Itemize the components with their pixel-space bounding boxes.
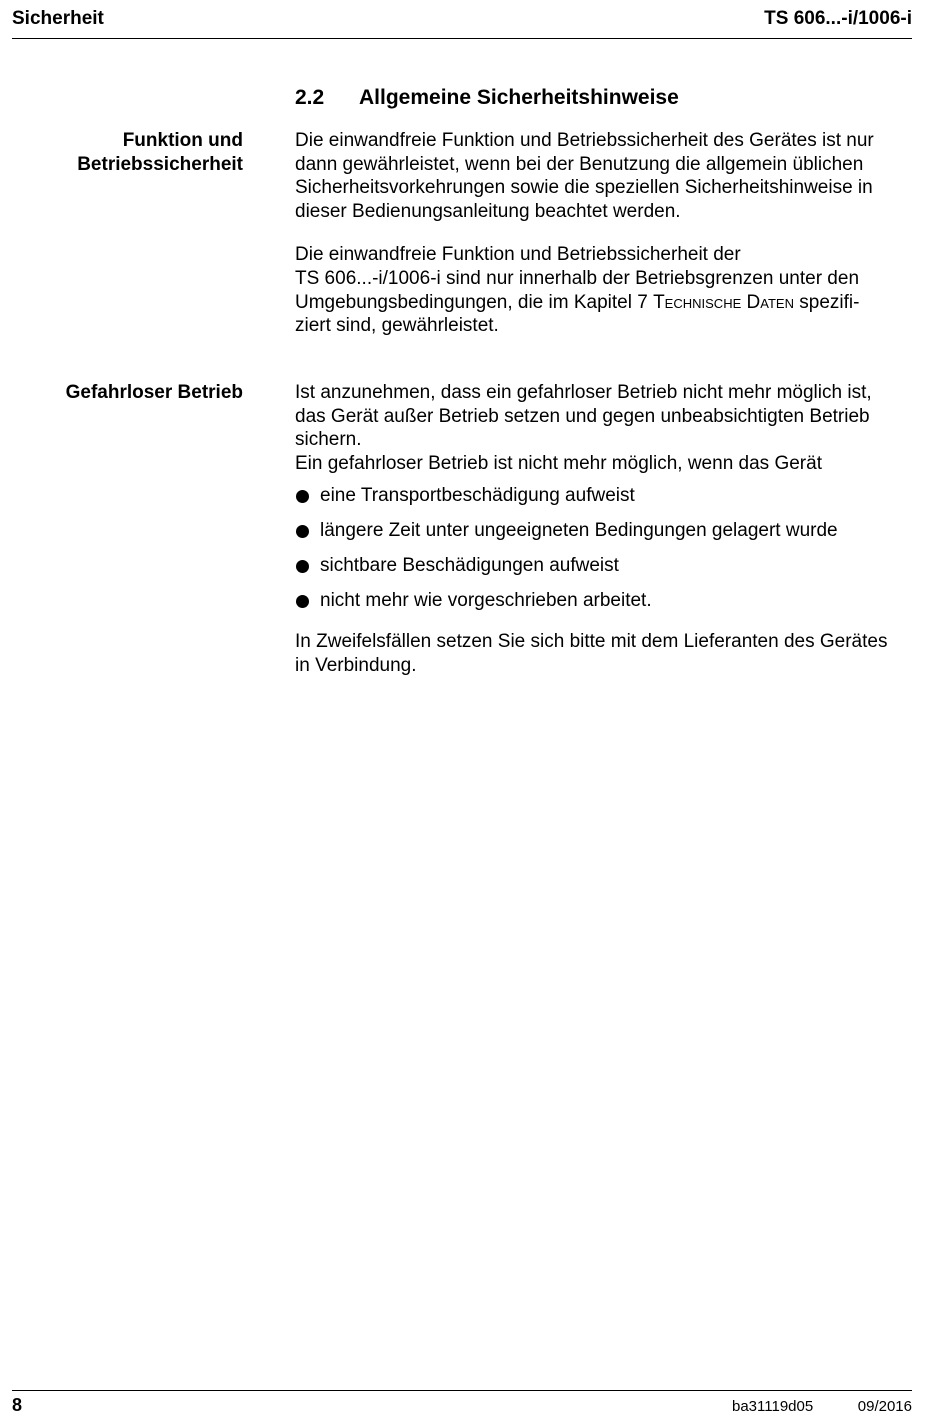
header-rule [12,38,912,39]
gefahrlos-intro [295,381,915,475]
gefahrlos-intro-line2: das Gerät außer Betrieb setzen und gegen unbeabsichtigten Betrieb [295,405,870,427]
list-item [295,554,915,589]
gefahrlos-closing-line1: In Zweifelsfällen setzen Sie sich bitte mit dem Lieferanten des Gerätes [295,631,888,653]
margin-note-funktion [77,129,243,177]
margin-note-gefahrlos [66,381,243,405]
section-title: Allgemeine Sicherheitshinweise [359,86,679,109]
page-number: 8 [12,1395,23,1415]
funktion-p2-line4: ziert sind, gewährleistet. [295,315,499,337]
bullet-icon [296,525,309,538]
footer-rule [12,1390,912,1391]
header-chapter-title: Sicherheit [12,8,104,29]
gefahrlos-closing [295,630,915,677]
funktion-p2-line3-post: spezifi- [793,291,860,313]
gefahrlos-intro-line1: Ist anzunehmen, dass ein gefahrloser Betrieb nicht mehr möglich ist, [295,382,872,403]
condition-list [295,484,915,624]
list-item-text: nicht mehr wie vorgeschrieben arbeitet. [320,590,652,612]
header-product-name: TS 606...-i/1006-i [764,8,912,29]
funktion-p2-line3-pre: Umgebungsbedingungen, die im Kapitel 7 [295,291,654,313]
bullet-icon [296,560,309,573]
margin-note-funktion-line1: Funktion und [122,130,243,151]
section-heading [295,86,679,110]
bullet-icon [296,595,309,608]
gefahrlos-closing-line2: in Verbindung. [295,654,417,676]
gefahrlos-intro-line3: sichern. [295,429,362,451]
margin-note-funktion-line2: Betriebssicherheit [77,154,243,175]
list-item-text: sichtbare Beschädigungen aufweist [320,555,619,577]
funktion-p2-line1: Die einwandfreie Funktion und Betriebssicherheit der [295,244,741,266]
funktion-body [295,129,915,338]
chapter-reference: Technische Daten [653,291,794,313]
list-item-text: eine Transportbeschädigung aufweist [320,485,635,507]
section-number: 2.2 [295,86,325,109]
list-item [295,484,915,519]
document-date: 09/2016 [857,1398,912,1415]
bullet-icon [296,490,309,503]
gefahrlos-intro-line4: Ein gefahrloser Betrieb ist nicht mehr möglich, wenn das Gerät [295,452,822,474]
list-item [295,589,915,624]
gefahrlos-body [295,381,915,678]
list-item-text: längere Zeit unter ungeeigneten Bedingungen gelagert wurde [320,520,838,542]
funktion-paragraph-1: Die einwandfreie Funktion und Betriebssicherheit des Gerätes ist nur dann gewährleistet, wenn bei der Benutzung die allgemein üblichen Sicherheitsvorkehrungen sowie die speziellen Sicherheitshinweise in dieser Bedienungsanleitung beachtet werden. [295,130,874,222]
list-item [295,519,915,554]
funktion-p2-line2: TS 606...-i/1006-i sind nur innerhalb der Betriebsgrenzen unter den [295,267,860,289]
funktion-paragraph-2 [295,243,915,337]
margin-note-gefahrlos-label: Gefahrloser Betrieb [65,382,243,403]
document-id: ba31119d05 [732,1398,814,1415]
